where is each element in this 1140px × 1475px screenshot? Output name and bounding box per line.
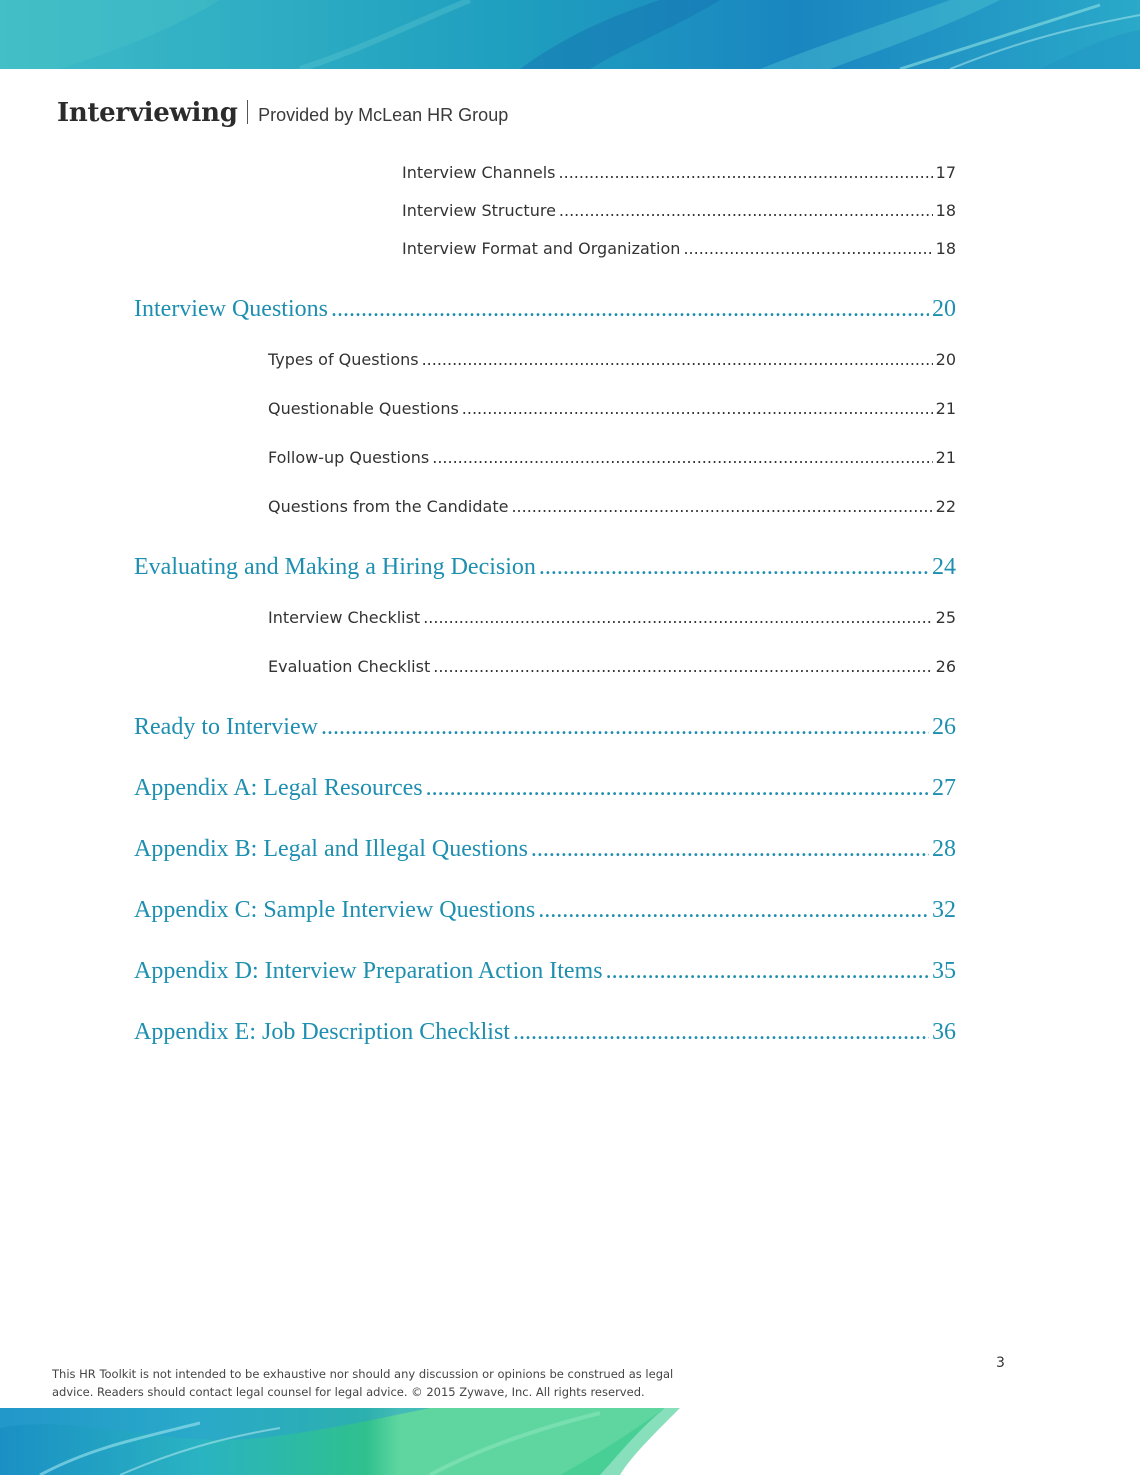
disclaimer-line: This HR Toolkit is not intended to be exhaustive nor should any discussion or opinions be construed as legal [52, 1367, 674, 1381]
document-title: Interviewing [57, 98, 238, 128]
toc-entry-page: 25 [935, 608, 956, 627]
toc-entry-label: Interview Structure [402, 201, 556, 220]
toc-leader-dots [683, 239, 932, 258]
toc-entry-label: Questionable Questions [268, 399, 459, 418]
disclaimer-line: advice. Readers should contact legal counsel for legal advice. © 2015 Zywave, Inc. All rights reserved. [52, 1385, 645, 1399]
toc-entry-page: 21 [935, 399, 956, 418]
top-decorative-banner [0, 0, 1140, 69]
toc-section-page: 20 [932, 296, 956, 322]
toc-entry-page: 21 [935, 448, 956, 467]
toc-section-page: 32 [932, 897, 956, 923]
toc-entry-page: 18 [935, 201, 956, 220]
toc-entry-page: 22 [935, 497, 956, 516]
toc-entry[interactable] [402, 239, 956, 258]
toc-section-label: Appendix A: Legal Resources [134, 775, 423, 801]
toc-section-evaluating[interactable] [134, 554, 956, 581]
toc-entry-label: Interview Format and Organization [402, 239, 681, 258]
document-header [57, 98, 508, 128]
toc-entry[interactable] [268, 657, 956, 676]
toc-entry-label: Types of Questions [268, 350, 419, 369]
toc-section-appendix-e[interactable] [134, 1019, 956, 1046]
toc-entry[interactable] [268, 399, 956, 418]
toc-entry[interactable] [268, 350, 956, 369]
document-subtitle: Provided by McLean HR Group [258, 105, 509, 125]
toc-section-ready-to-interview[interactable] [134, 714, 956, 741]
toc-section-page: 28 [932, 836, 956, 862]
toc-section-label: Ready to Interview [134, 714, 318, 740]
toc-leader-dots [426, 775, 929, 802]
legal-disclaimer [52, 1365, 692, 1401]
toc-leader-dots [538, 897, 929, 924]
toc-leader-dots [331, 296, 929, 323]
toc-entry-label: Interview Channels [402, 163, 556, 182]
toc-section-page: 36 [932, 1019, 956, 1045]
toc-entry-page: 18 [935, 239, 956, 258]
toc-section-appendix-b[interactable] [134, 836, 956, 863]
toc-section-interview-questions[interactable] [134, 296, 956, 323]
toc-section-page: 35 [932, 958, 956, 984]
bottom-decorative-banner [0, 1408, 1140, 1475]
toc-leader-dots [422, 350, 933, 369]
toc-entry[interactable] [402, 163, 956, 182]
toc-entry-label: Questions from the Candidate [268, 497, 509, 516]
toc-section-page: 24 [932, 554, 956, 580]
toc-leader-dots [432, 448, 932, 467]
toc-section-appendix-a[interactable] [134, 775, 956, 802]
toc-entry[interactable] [402, 201, 956, 220]
toc-leader-dots [511, 497, 932, 516]
toc-leader-dots [321, 714, 929, 741]
toc-section-label: Appendix C: Sample Interview Questions [134, 897, 536, 923]
toc-leader-dots [513, 1019, 929, 1046]
toc-section-label: Appendix D: Interview Preparation Action Items [134, 958, 603, 984]
toc-leader-dots [606, 958, 929, 985]
toc-leader-dots [462, 399, 933, 418]
toc-section-page: 27 [932, 775, 956, 801]
toc-entry-page: 26 [935, 657, 956, 676]
toc-section-appendix-c[interactable] [134, 897, 956, 924]
toc-section-page: 26 [932, 714, 956, 740]
toc-entry-page: 17 [935, 163, 956, 182]
toc-section-label: Appendix E: Job Description Checklist [134, 1019, 510, 1045]
toc-entry-page: 20 [935, 350, 956, 369]
page-number: 3 [996, 1355, 1005, 1371]
toc-section-label: Appendix B: Legal and Illegal Questions [134, 836, 528, 862]
toc-entry[interactable] [268, 608, 956, 627]
toc-section-appendix-d[interactable] [134, 958, 956, 985]
toc-entry[interactable] [268, 448, 956, 467]
toc-leader-dots [433, 657, 932, 676]
toc-entry-label: Interview Checklist [268, 608, 421, 627]
toc-section-label: Interview Questions [134, 296, 328, 322]
toc-entry-label: Follow-up Questions [268, 448, 430, 467]
header-divider [247, 100, 249, 124]
toc-entry[interactable] [268, 497, 956, 516]
toc-leader-dots [559, 163, 933, 182]
toc-section-label: Evaluating and Making a Hiring Decision [134, 554, 536, 580]
toc-leader-dots [539, 554, 929, 581]
toc-leader-dots [531, 836, 929, 863]
toc-leader-dots [423, 608, 932, 627]
toc-entry-label: Evaluation Checklist [268, 657, 431, 676]
toc-leader-dots [559, 201, 933, 220]
